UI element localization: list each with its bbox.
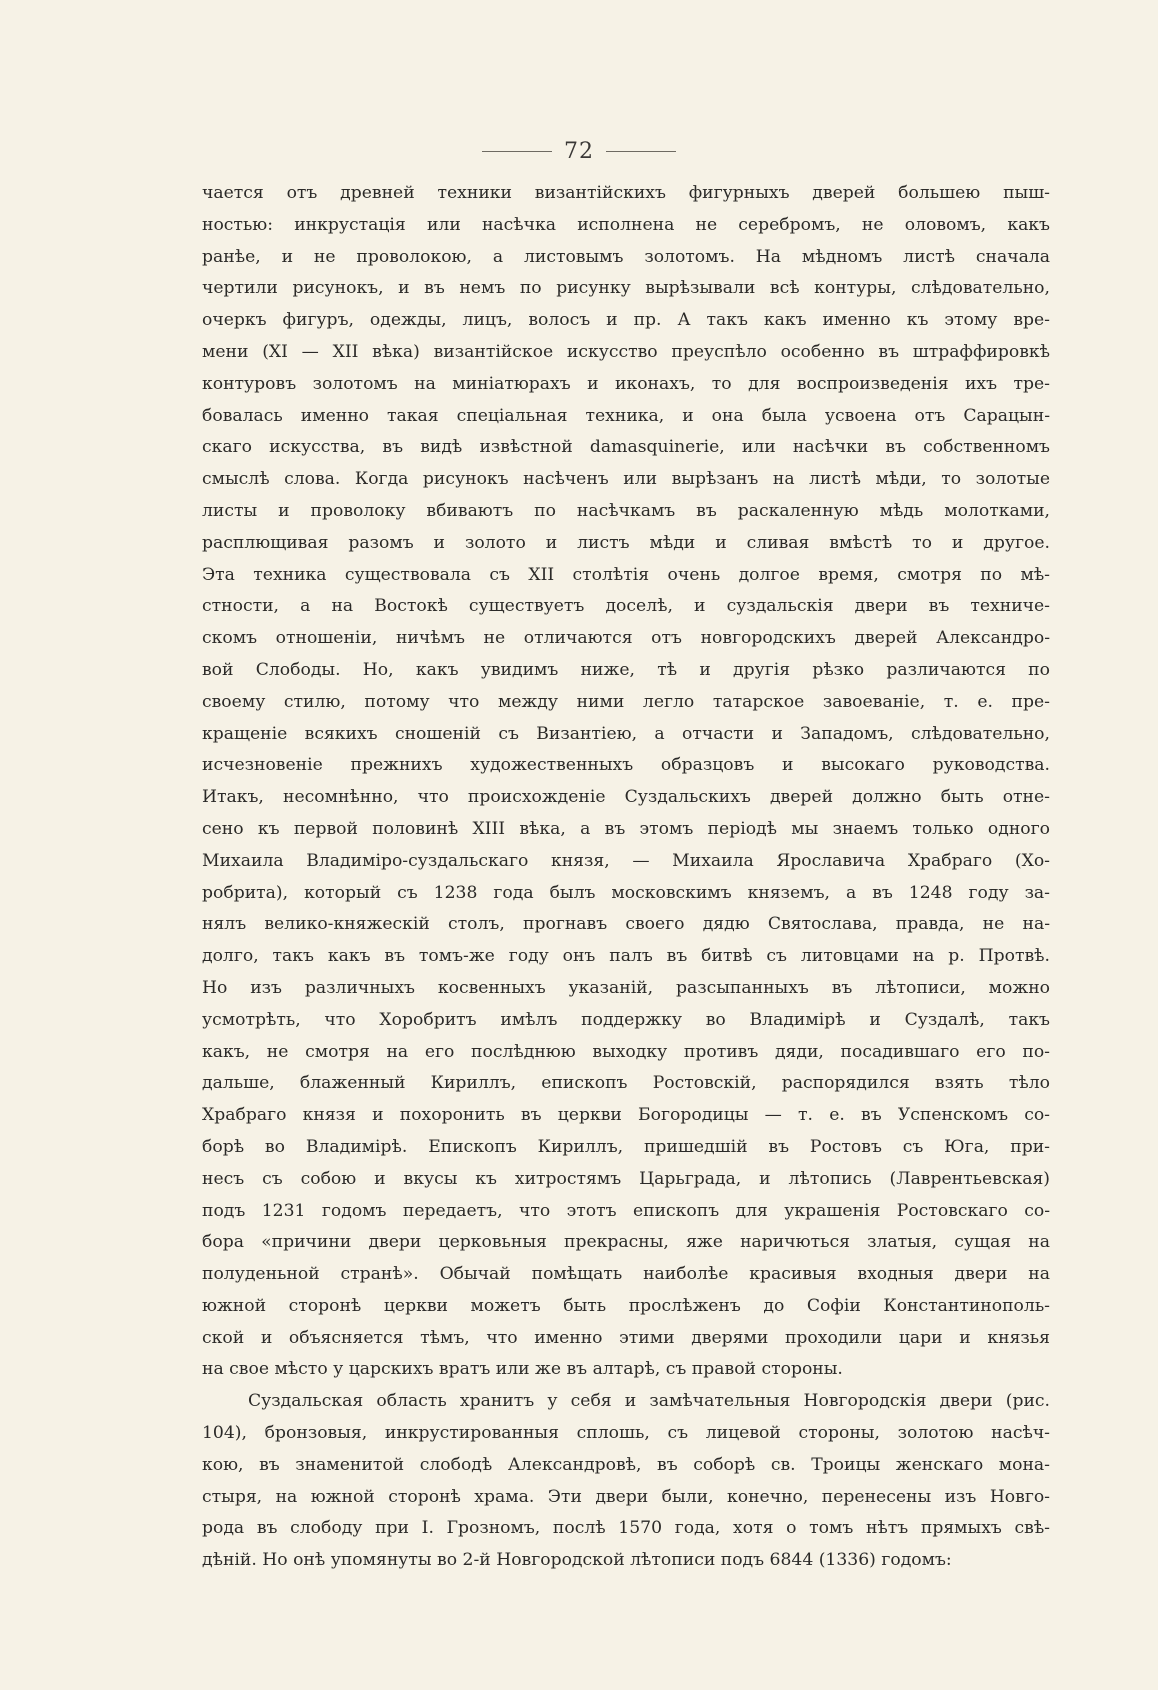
text-line: мени (XI — XII вѣка) византійское искусство преуспѣло особенно въ штраффировкѣ <box>202 341 1050 362</box>
text-line: Суздальская область хранитъ у себя и замѣчательныя Новгородскія двери (рис. <box>248 1391 1050 1412</box>
text-line: рода въ слободу при І. Грозномъ, послѣ 1570 года, хотя о томъ нѣтъ прямыхъ свѣ- <box>202 1518 1050 1539</box>
text-line: скаго искусства, въ видѣ извѣстной damasquinerie, или насѣчки въ собственномъ <box>202 437 1050 458</box>
text-line: Эта техника существовала съ XII столѣтія очень долгое время, смотря по мѣ- <box>202 564 1050 585</box>
text-line: нялъ велико-княжескій столъ, прогнавъ своего дядю Святослава, правда, не на- <box>202 914 1050 935</box>
text-line: Храбраго князя и похоронить въ церкви Богородицы — т. е. въ Успенскомъ со- <box>202 1105 1050 1126</box>
text-line: расплющивая разомъ и золото и листъ мѣди и сливая вмѣстѣ то и другое. <box>202 532 1050 553</box>
text-line: какъ, не смотря на его послѣднюю выходку противъ дяди, посадившаго его по- <box>202 1041 1050 1062</box>
text-line: стыря, на южной сторонѣ храма. Эти двери были, конечно, перенесены изъ Новго- <box>202 1486 1050 1507</box>
text-line: южной сторонѣ церкви можетъ быть прослѣженъ до Софіи Константинополь- <box>202 1295 1050 1316</box>
text-line: чается отъ древней техники византійскихъ фигурныхъ дверей большею пыш- <box>202 183 1050 203</box>
text-line: контуровъ золотомъ на миніатюрахъ и иконахъ, то для воспроизведенія ихъ тре- <box>202 373 1050 394</box>
text-line: ностью: инкрустація или насѣчка исполнена не серебромъ, не оловомъ, какъ <box>202 214 1050 235</box>
text-line: полуденьной странѣ». Обычай помѣщать наиболѣе красивыя входныя двери на <box>202 1264 1050 1285</box>
text-line: ранѣе, и не проволокою, а листовымъ золотомъ. На мѣдномъ листѣ сначала <box>202 246 1050 267</box>
text-line: 104), бронзовыя, инкрустированныя сплошь, съ лицевой стороны, золотою насѣч- <box>202 1423 1050 1444</box>
text-line: кращеніе всякихъ сношеній съ Византіею, а отчасти и Западомъ, слѣдовательно, <box>202 723 1050 744</box>
text-line: борѣ во Владимірѣ. Епископъ Кириллъ, пришедшій въ Ростовъ съ Юга, при- <box>202 1136 1050 1157</box>
text-line: стности, а на Востокѣ существуетъ доселѣ, и суздальскія двери въ техниче- <box>202 596 1050 617</box>
text-line: Итакъ, несомнѣнно, что происхожденіе Суздальскихъ дверей должно быть отне- <box>202 787 1050 808</box>
text-line: листы и проволоку вбиваютъ по насѣчкамъ въ раскаленную мѣдь молотками, <box>202 500 1050 521</box>
text-line: дальше, блаженный Кириллъ, епископъ Ростовскій, распорядился взять тѣло <box>202 1073 1050 1094</box>
text-line: очеркъ фигуръ, одежды, лицъ, волосъ и пр. А такъ какъ именно къ этому вре- <box>202 310 1050 331</box>
text-line: скомъ отношеніи, ничѣмъ не отличаются отъ новгородскихъ дверей Александро- <box>202 628 1050 649</box>
text-line: Михаила Владиміро-суздальскаго князя, — Михаила Ярославича Храбраго (Хо- <box>202 850 1050 871</box>
text-line: чертили рисунокъ, и въ немъ по рисунку вырѣзывали всѣ контуры, слѣдовательно, <box>202 278 1050 299</box>
page-header <box>0 136 1158 166</box>
text-line: на свое мѣсто у царскихъ вратъ или же въ алтарѣ, съ правой стороны. <box>202 1359 843 1380</box>
text-line: робрита), который съ 1238 года былъ московскимъ княземъ, а въ 1248 году за- <box>202 882 1050 903</box>
text-line: исчезновеніе прежнихъ художественныхъ образцовъ и высокаго руководства. <box>202 755 1050 776</box>
text-line: дѣній. Но онѣ упомянуты во 2-й Новгородской лѣтописи подъ 6844 (1336) годомъ: <box>202 1550 952 1571</box>
text-line: бовалась именно такая спеціальная техника, и она была усвоена отъ Сарацын- <box>202 405 1050 426</box>
text-line: подъ 1231 годомъ передаетъ, что этотъ епископъ для украшенія Ростовскаго со- <box>202 1200 1050 1221</box>
text-line: вой Слободы. Но, какъ увидимъ ниже, тѣ и другія рѣзко различаются по <box>202 659 1050 680</box>
text-line: несъ съ собою и вкусы къ хитростямъ Царьграда, и лѣтопись (Лаврентьевская) <box>202 1168 1050 1189</box>
text-line: долго, такъ какъ въ томъ-же году онъ палъ въ битвѣ съ литовцами на р. Протвѣ. <box>202 946 1050 967</box>
text-line: сено къ первой половинѣ XIII вѣка, а въ этомъ періодѣ мы знаемъ только одного <box>202 818 1050 839</box>
text-line: бора «причини двери церковьныя прекрасны, яже наричються златыя, сущая на <box>202 1232 1050 1253</box>
page-number: 72 <box>564 138 594 164</box>
text-line: кою, въ знаменитой слободѣ Александровѣ, въ соборѣ св. Троицы женскаго мона- <box>202 1454 1050 1475</box>
header-rule-right <box>606 151 676 152</box>
text-line: смыслѣ слова. Когда рисунокъ насѣченъ или вырѣзанъ на листѣ мѣди, то золотые <box>202 469 1050 490</box>
text-line: своему стилю, потому что между ними легло татарское завоеваніе, т. е. пре- <box>202 691 1050 712</box>
body-text <box>202 178 1050 1577</box>
header-rule-left <box>482 151 552 152</box>
text-line: ской и объясняется тѣмъ, что именно этими дверями проходили цари и князья <box>202 1327 1050 1348</box>
text-line: Но изъ различныхъ косвенныхъ указаній, разсыпанныхъ въ лѣтописи, можно <box>202 977 1050 998</box>
text-line: усмотрѣть, что Хоробритъ имѣлъ поддержку во Владимірѣ и Суздалѣ, такъ <box>202 1009 1050 1030</box>
